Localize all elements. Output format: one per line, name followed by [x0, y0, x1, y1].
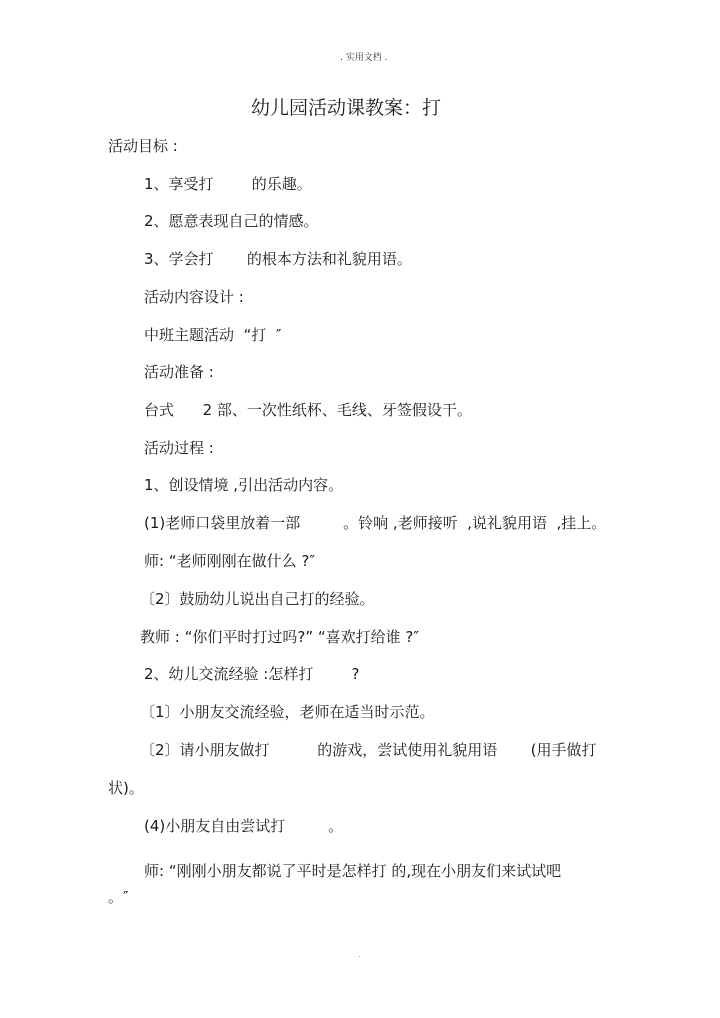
process-item-1-2: 〔2〕鼓励幼儿说出自己打的经验。: [140, 590, 375, 608]
teacher-instruction: 师: “刚刚小朋友都说了平时是怎样打 的,现在小朋友们来试试吧: [144, 862, 562, 880]
objective-1: 1、享受打 的乐趣。: [144, 175, 312, 193]
teacher-instruction-continued: 。″: [108, 888, 129, 906]
section-heading-objectives: 活动目标 :: [108, 137, 178, 155]
page-header: . 实用文档 .: [340, 53, 388, 63]
section-heading-design: 活动内容设计 :: [144, 288, 244, 306]
preparation-text: 台式 2 部、一次性纸杯、毛线、牙签假设干。: [144, 401, 472, 419]
process-step-2: 2、幼儿交流经验 :怎样打 ?: [144, 665, 360, 683]
process-item-2-2-continued: 状)。: [108, 779, 144, 797]
process-item-2-4: (4)小朋友自由尝试打 。: [144, 817, 344, 835]
document-title: 幼儿园活动课教案：打: [251, 97, 442, 119]
section-heading-process: 活动过程 :: [144, 439, 214, 457]
process-item-2-1: 〔1〕小朋友交流经验，老师在适当时示范。: [140, 703, 435, 721]
teacher-question-2: 教师 : “你们平时打过吗?” “喜欢打给谁 ?″: [140, 628, 419, 646]
teacher-question-1: 师: “老师刚刚在做什么 ?″: [144, 552, 315, 570]
process-step-1: 1、创设情境 ,引出活动内容。: [144, 476, 344, 494]
process-item-2-2: 〔2〕请小朋友做打 的游戏，尝试使用礼貌用语 (用手做打: [140, 741, 597, 759]
footer-dot: .: [358, 950, 361, 959]
section-heading-preparation: 活动准备 :: [144, 363, 214, 381]
objective-3: 3、学会打 的根本方法和礼貌用语。: [144, 250, 412, 268]
design-text: 中班主题活动 “打 ″: [144, 326, 282, 344]
objective-2: 2、愿意表现自己的情感。: [144, 212, 319, 230]
process-item-1-1: (1)老师口袋里放着一部 。铃响 ,老师接听 ,说礼貌用语 ,挂上。: [144, 514, 607, 532]
